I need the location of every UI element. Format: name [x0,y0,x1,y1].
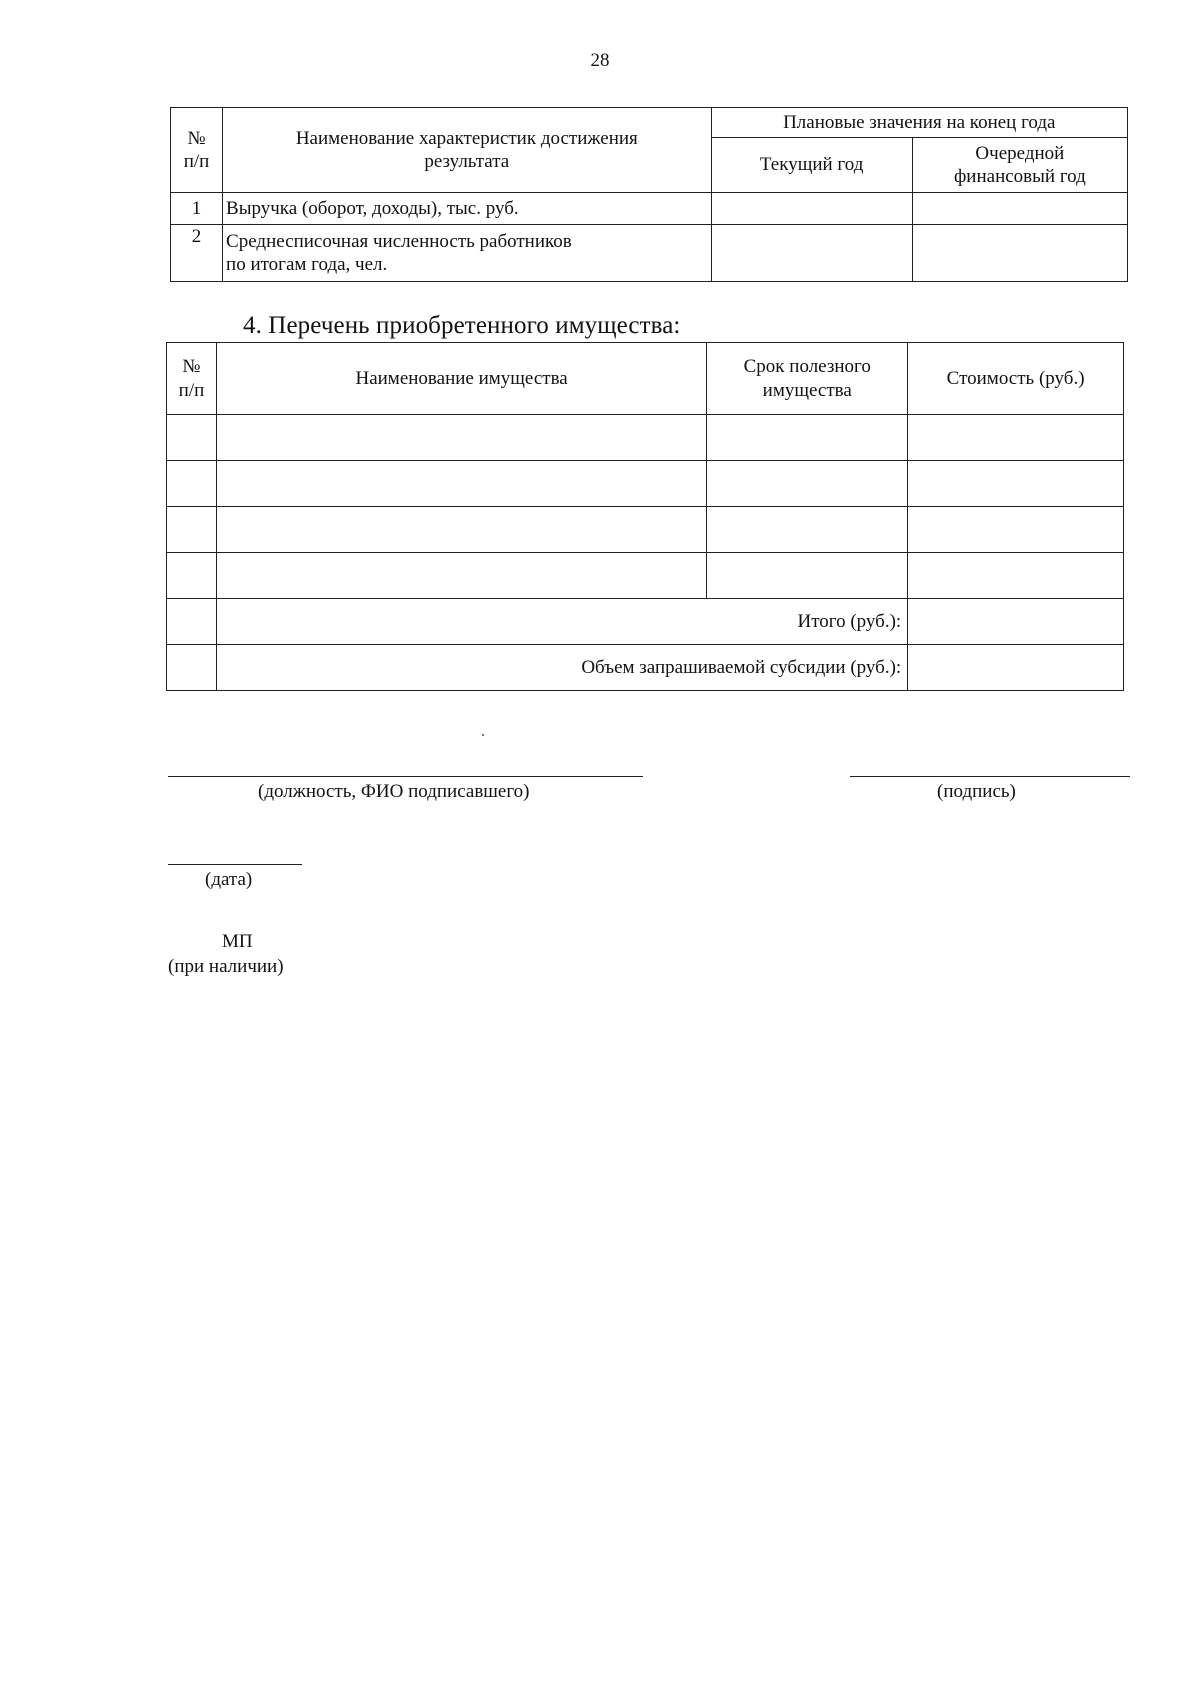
row-term-cell[interactable] [707,461,908,507]
row-name-cell[interactable] [216,461,706,507]
stamp-label: МП [222,931,253,952]
subsidy-num-cell [167,645,217,691]
header-num-text: № п/п [183,127,210,172]
header-num [171,108,223,193]
row-cost-cell[interactable] [908,553,1124,599]
total-num-cell [167,599,217,645]
header-useful-term-text: Срок полезного имущества [743,356,871,401]
row-next-value[interactable] [912,193,1127,225]
row-num-cell[interactable] [167,507,217,553]
header-num [167,343,217,415]
row-name-cell[interactable] [216,553,706,599]
header-current-year: Текущий год [711,138,912,193]
table-row [167,415,1124,461]
row-cost-cell[interactable] [908,507,1124,553]
header-planned-values: Плановые значения на конец года [711,108,1127,138]
row-term-cell[interactable] [707,415,908,461]
row-num: 2 [171,225,223,282]
stamp-note: (при наличии) [168,956,284,977]
total-row [167,599,1124,645]
row-cost-cell[interactable] [908,415,1124,461]
row-num-cell[interactable] [167,461,217,507]
table-row [167,507,1124,553]
row-next-value[interactable] [912,225,1127,282]
page-number: 28 [590,50,610,71]
table-row [167,553,1124,599]
table-row [171,193,1128,225]
table-row [171,225,1128,282]
header-num-text: № п/п [178,356,205,401]
scan-dot [482,734,484,736]
header-property-name: Наименование имущества [216,343,706,415]
total-value-cell[interactable] [908,599,1124,645]
date-label: (дата) [205,869,253,890]
row-num-cell[interactable] [167,415,217,461]
subsidy-label: Объем запрашиваемой субсидии (руб.): [216,645,907,691]
row-num-cell[interactable] [167,553,217,599]
header-useful-term [707,343,908,415]
signature-line[interactable] [850,776,1130,777]
header-characteristic-name-text: Наименование характеристик достижения результата [295,127,638,172]
results-table [170,107,1128,282]
row-current-value[interactable] [711,225,912,282]
section-title: 4. Перечень приобретенного имущества: [243,312,681,339]
subsidy-row [167,645,1124,691]
row-current-value[interactable] [711,193,912,225]
subsidy-value-cell[interactable] [908,645,1124,691]
header-characteristic-name [223,108,712,193]
position-line[interactable] [168,776,643,777]
row-term-cell[interactable] [707,507,908,553]
property-table [166,342,1124,691]
row-name-cell[interactable] [216,507,706,553]
row-num: 1 [171,193,223,225]
row-term-cell[interactable] [707,553,908,599]
row-name-cell[interactable] [216,415,706,461]
header-next-year [912,138,1127,193]
header-next-year-text: Очередной финансовый год [953,142,1086,187]
signature-label: (подпись) [937,781,1016,802]
position-label: (должность, ФИО подписавшего) [258,781,530,802]
row-name-line-1: Среднесписочная численность работников [226,230,572,252]
table-row [167,461,1124,507]
header-cost: Стоимость (руб.) [908,343,1124,415]
total-label: Итого (руб.): [216,599,907,645]
date-line[interactable] [168,864,302,865]
row-name-line-2: по итогам года, чел. [226,254,388,275]
row-name: Выручка (оборот, доходы), тыс. руб. [223,193,712,225]
row-name [223,225,712,282]
row-cost-cell[interactable] [908,461,1124,507]
